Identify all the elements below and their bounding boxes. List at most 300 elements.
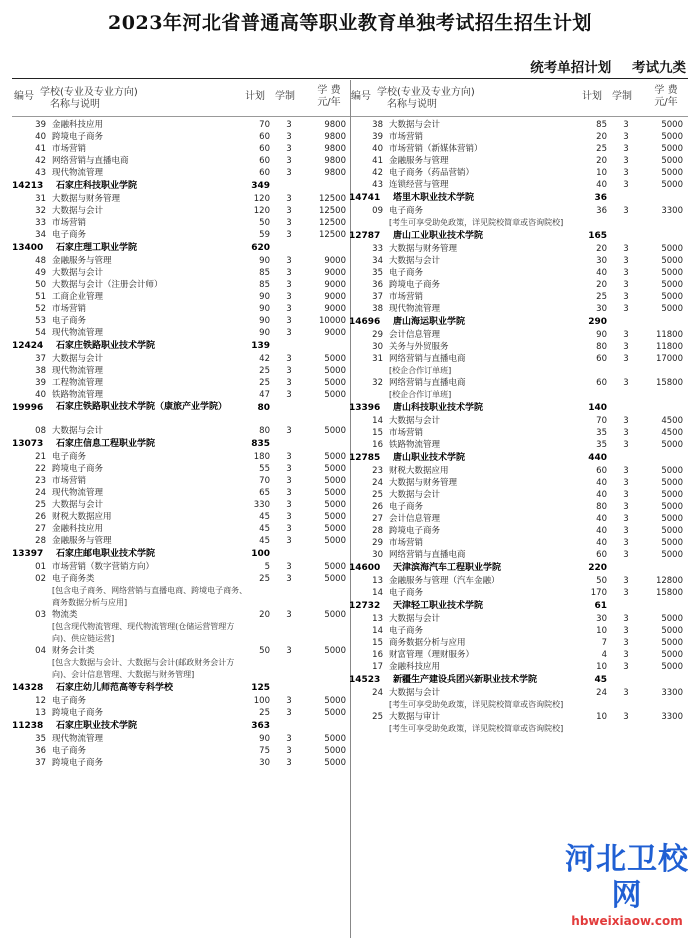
major-row	[349, 513, 690, 525]
major-row	[12, 535, 353, 547]
major-fee: 15800	[655, 588, 683, 598]
major-fee: 5000	[661, 538, 683, 548]
major-code: 25	[372, 490, 383, 500]
major-row	[12, 487, 353, 499]
major-row	[349, 687, 690, 711]
school-total: 45	[594, 675, 607, 685]
major-code: 39	[35, 378, 46, 388]
school-name: 石家庄理工职业学院	[56, 243, 138, 253]
major-years: 3	[623, 268, 629, 278]
major-plan: 45	[259, 524, 270, 534]
major-row	[349, 613, 690, 625]
school-name: 石家庄科技职业学院	[56, 181, 138, 191]
major-name: 大数据与财务管理	[389, 478, 458, 488]
major-fee: 9000	[324, 328, 346, 338]
major-years: 3	[623, 120, 629, 130]
major-code: 24	[35, 488, 46, 498]
header-fee	[306, 85, 352, 109]
major-years: 3	[286, 256, 292, 266]
major-fee: 5000	[324, 464, 346, 474]
major-plan: 59	[259, 230, 270, 240]
major-name: 大数据与会计	[389, 490, 441, 500]
major-name: 金融科技应用	[52, 524, 104, 534]
school-name: 石家庄信息工程职业学院	[56, 439, 156, 449]
major-code: 12	[35, 696, 46, 706]
major-row	[349, 205, 690, 229]
major-code: 25	[35, 500, 46, 510]
major-plan: 75	[259, 746, 270, 756]
major-plan: 20	[596, 280, 607, 290]
major-row	[349, 303, 690, 315]
major-code: 29	[372, 538, 383, 548]
major-fee: 5000	[324, 734, 346, 744]
major-code: 15	[372, 638, 383, 648]
right-column	[349, 80, 690, 735]
major-years: 3	[286, 758, 292, 768]
school-code: 13073	[12, 439, 44, 449]
major-years: 3	[286, 536, 292, 546]
major-plan: 30	[259, 758, 270, 768]
major-name: 市场营销	[52, 476, 87, 486]
major-plan: 25	[259, 378, 270, 388]
major-code: 27	[35, 524, 46, 534]
major-years: 3	[623, 662, 629, 672]
major-note: [包含大数据与会计、大数据与会计(邮政财务会计方向)、会计信息管理、大数据与财务管理]	[52, 658, 235, 679]
major-fee: 5000	[661, 144, 683, 154]
major-years: 3	[623, 688, 629, 698]
major-code: 32	[35, 206, 46, 216]
major-plan: 40	[596, 268, 607, 278]
major-name: 市场营销	[389, 538, 424, 548]
major-name: 市场营销	[52, 304, 87, 314]
major-code: 40	[35, 390, 46, 400]
major-years: 3	[286, 500, 292, 510]
major-plan: 70	[596, 416, 607, 426]
major-fee: 5000	[324, 746, 346, 756]
major-years: 3	[286, 230, 292, 240]
major-years: 3	[286, 354, 292, 364]
major-row	[12, 143, 353, 155]
school-code: 11238	[12, 721, 44, 731]
major-name: 电子商务	[52, 230, 87, 240]
school-total: 139	[251, 341, 270, 351]
school-name: 石家庄幼儿师范高等专科学校	[56, 683, 174, 693]
major-row	[12, 377, 353, 389]
header-years: 学制	[275, 91, 295, 102]
major-code: 24	[372, 478, 383, 488]
major-years: 3	[623, 354, 629, 364]
major-code: 26	[372, 502, 383, 512]
major-years: 3	[286, 734, 292, 744]
major-years: 3	[286, 562, 292, 572]
major-years: 3	[286, 512, 292, 522]
major-years: 3	[286, 574, 292, 584]
major-plan: 40	[596, 490, 607, 500]
major-row	[12, 389, 353, 401]
major-row	[12, 353, 353, 365]
major-plan: 120	[253, 194, 270, 204]
major-code: 50	[35, 280, 46, 290]
major-plan: 120	[253, 206, 270, 216]
school-row	[12, 681, 353, 695]
header-name-line2: 名称与说明	[50, 99, 100, 110]
major-plan: 25	[259, 708, 270, 718]
major-row	[349, 477, 690, 489]
major-code: 23	[35, 476, 46, 486]
left-rows	[12, 119, 353, 769]
major-plan: 40	[596, 526, 607, 536]
school-total: 620	[251, 243, 270, 253]
major-name: 市场营销	[52, 218, 87, 228]
major-code: 33	[35, 218, 46, 228]
school-code: 14328	[12, 683, 44, 693]
major-name: 电子商务	[52, 696, 87, 706]
major-code: 36	[372, 280, 383, 290]
school-row	[349, 401, 690, 415]
major-fee: 4500	[661, 416, 683, 426]
major-name: 大数据与会计	[389, 256, 441, 266]
header-name-line1: 学校(专业及专业方向)	[377, 87, 475, 98]
major-fee: 5000	[324, 378, 346, 388]
major-fee: 12500	[318, 218, 346, 228]
school-name: 石家庄铁路职业技术学院	[56, 341, 156, 351]
major-row	[12, 561, 353, 573]
school-row	[12, 401, 353, 425]
major-years: 3	[286, 168, 292, 178]
major-note: [包含电子商务、网络营销与直播电商、跨境电子商务、商务数据分析与应用]	[52, 586, 248, 607]
school-total: 290	[588, 317, 607, 327]
major-name: 金融科技应用	[389, 662, 441, 672]
major-code: 33	[372, 244, 383, 254]
major-fee: 5000	[324, 512, 346, 522]
major-code: 29	[372, 330, 383, 340]
major-years: 3	[286, 280, 292, 290]
major-code: 01	[35, 562, 46, 572]
major-code: 37	[35, 758, 46, 768]
school-row	[12, 437, 353, 451]
major-fee: 5000	[324, 452, 346, 462]
school-name: 唐山职业技术学院	[393, 453, 466, 463]
major-fee: 5000	[661, 156, 683, 166]
major-fee: 9000	[324, 280, 346, 290]
major-plan: 10	[596, 168, 607, 178]
major-code: 09	[372, 206, 383, 216]
major-fee: 5000	[661, 614, 683, 624]
major-row	[349, 179, 690, 191]
major-years: 3	[286, 390, 292, 400]
major-fee: 5000	[324, 426, 346, 436]
major-plan: 60	[259, 156, 270, 166]
major-years: 3	[286, 524, 292, 534]
major-fee: 5000	[661, 650, 683, 660]
major-fee: 5000	[661, 526, 683, 536]
major-name: 现代物流管理	[52, 366, 104, 376]
major-years: 3	[623, 576, 629, 586]
school-total: 165	[588, 231, 607, 241]
school-code: 14696	[349, 317, 381, 327]
major-code: 42	[372, 168, 383, 178]
major-row	[12, 119, 353, 131]
major-years: 3	[623, 440, 629, 450]
major-years: 3	[623, 156, 629, 166]
page-title: 2023年河北省普通高等职业教育单独考试招生招生计划	[108, 12, 592, 34]
major-code: 25	[372, 712, 383, 722]
major-code: 31	[372, 354, 383, 364]
major-years: 3	[623, 478, 629, 488]
major-years: 3	[286, 488, 292, 498]
major-years: 3	[623, 256, 629, 266]
major-years: 3	[623, 292, 629, 302]
major-fee: 5000	[661, 550, 683, 560]
major-name: 连锁经营与管理	[389, 180, 449, 190]
major-row	[349, 119, 690, 131]
major-row	[349, 243, 690, 255]
plan-type-label: 统考单招计划	[530, 60, 612, 76]
major-name: 电子商务	[389, 626, 424, 636]
major-row	[12, 315, 353, 327]
major-name: 电子商务	[389, 206, 424, 216]
major-code: 28	[35, 536, 46, 546]
major-name: 金融服务与管理	[52, 536, 112, 546]
major-years: 3	[623, 144, 629, 154]
major-name: 大数据与会计	[52, 354, 104, 364]
header-name	[377, 87, 475, 111]
major-row	[349, 465, 690, 477]
major-code: 16	[372, 650, 383, 660]
major-name: 大数据与会计	[389, 688, 441, 698]
major-plan: 70	[259, 476, 270, 486]
major-years: 3	[286, 696, 292, 706]
major-fee: 9000	[324, 304, 346, 314]
major-plan: 170	[590, 588, 607, 598]
major-years: 3	[623, 712, 629, 722]
major-name: 网络营销与直播电商	[389, 550, 466, 560]
major-row	[12, 229, 353, 241]
major-fee: 3300	[661, 206, 683, 216]
major-name: 物流类	[52, 610, 78, 620]
major-plan: 85	[259, 268, 270, 278]
major-row	[12, 131, 353, 143]
school-code: 13397	[12, 549, 44, 559]
major-plan: 80	[596, 342, 607, 352]
major-fee: 17000	[655, 354, 683, 364]
major-row	[349, 575, 690, 587]
major-row	[12, 303, 353, 315]
major-code: 08	[35, 426, 46, 436]
major-years: 3	[623, 638, 629, 648]
major-fee: 5000	[661, 626, 683, 636]
header-code: 编号	[351, 91, 371, 102]
major-code: 49	[35, 268, 46, 278]
top-rule	[12, 78, 688, 79]
major-row	[349, 501, 690, 513]
school-code: 13400	[12, 243, 44, 253]
major-row	[12, 205, 353, 217]
major-fee: 5000	[661, 662, 683, 672]
major-row	[12, 217, 353, 229]
major-plan: 60	[596, 378, 607, 388]
major-name: 财税大数据应用	[52, 512, 112, 522]
major-name: 跨境电子商务	[52, 758, 104, 768]
major-code: 26	[35, 512, 46, 522]
school-row	[12, 719, 353, 733]
major-years: 3	[286, 378, 292, 388]
major-note: [校企合作订单班]	[389, 366, 452, 375]
major-code: 38	[35, 366, 46, 376]
major-row	[349, 267, 690, 279]
site-watermark	[562, 842, 692, 928]
major-row	[349, 131, 690, 143]
major-plan: 35	[596, 440, 607, 450]
major-fee: 4500	[661, 428, 683, 438]
major-name: 现代物流管理	[52, 734, 104, 744]
school-name: 唐山工业职业技术学院	[393, 231, 484, 241]
major-years: 3	[286, 304, 292, 314]
major-code: 13	[372, 614, 383, 624]
major-plan: 180	[253, 452, 270, 462]
major-name: 现代物流管理	[52, 328, 104, 338]
major-code: 13	[372, 576, 383, 586]
major-name: 电子商务	[52, 746, 87, 756]
school-total: 36	[594, 193, 607, 203]
major-plan: 30	[596, 614, 607, 624]
major-row	[349, 329, 690, 341]
major-code: 40	[372, 144, 383, 154]
major-note: [考生可享受助免政策，详见院校简章或咨询院校]	[389, 724, 564, 733]
major-row	[12, 609, 353, 645]
major-row	[349, 427, 690, 439]
major-years: 3	[623, 132, 629, 142]
page-subtitle	[514, 56, 686, 76]
major-plan: 100	[253, 696, 270, 706]
major-plan: 50	[259, 218, 270, 228]
major-name: 跨境电子商务	[389, 526, 441, 536]
major-name: 电子商务	[389, 502, 424, 512]
major-plan: 20	[259, 610, 270, 620]
major-fee: 9000	[324, 256, 346, 266]
major-row	[349, 587, 690, 599]
major-row	[349, 711, 690, 735]
school-row	[12, 179, 353, 193]
major-name: 大数据与会计	[52, 268, 104, 278]
major-fee: 5000	[324, 696, 346, 706]
major-fee: 5000	[661, 244, 683, 254]
major-plan: 90	[259, 734, 270, 744]
school-name: 新疆生产建设兵团兴新职业技术学院	[393, 675, 538, 685]
major-row	[349, 255, 690, 267]
major-code: 30	[372, 342, 383, 352]
major-name: 金融服务与管理（汽车金融）	[389, 576, 500, 586]
major-plan: 30	[596, 256, 607, 266]
header-plan: 计划	[582, 91, 602, 102]
major-plan: 5	[264, 562, 270, 572]
major-row	[12, 707, 353, 719]
major-plan: 25	[596, 144, 607, 154]
major-code: 02	[35, 574, 46, 584]
school-name: 石家庄铁路职业技术学院（康旅产业学院）	[56, 402, 228, 412]
major-name: 金融服务与管理	[389, 156, 449, 166]
school-total: 363	[251, 721, 270, 731]
major-fee: 5000	[661, 304, 683, 314]
major-years: 3	[286, 646, 292, 656]
major-fee: 5000	[661, 280, 683, 290]
major-fee: 12500	[318, 230, 346, 240]
major-name: 市场营销	[389, 428, 424, 438]
major-name: 大数据与会计	[389, 416, 441, 426]
major-plan: 36	[596, 206, 607, 216]
major-years: 3	[623, 490, 629, 500]
major-years: 3	[623, 416, 629, 426]
major-row	[12, 291, 353, 303]
right-rows	[349, 119, 690, 735]
major-row	[349, 625, 690, 637]
major-row	[12, 365, 353, 377]
major-plan: 40	[596, 514, 607, 524]
major-plan: 40	[596, 538, 607, 548]
major-name: 大数据与财务管理	[389, 244, 458, 254]
major-fee: 5000	[324, 476, 346, 486]
major-years: 3	[623, 550, 629, 560]
major-row	[12, 695, 353, 707]
major-fee: 5000	[324, 562, 346, 572]
major-note: [考生可享受助免政策，详见院校简章或咨询院校]	[389, 218, 564, 227]
watermark-url: hbweixiaow.com	[571, 914, 683, 928]
school-row	[349, 451, 690, 465]
major-code: 13	[35, 708, 46, 718]
school-code: 14600	[349, 563, 381, 573]
major-plan: 10	[596, 662, 607, 672]
major-fee: 5000	[324, 646, 346, 656]
major-years: 3	[286, 292, 292, 302]
major-name: 商务数据分析与应用	[389, 638, 466, 648]
major-row	[349, 637, 690, 649]
major-code: 22	[35, 464, 46, 474]
major-code: 51	[35, 292, 46, 302]
major-fee: 5000	[661, 502, 683, 512]
school-code: 12424	[12, 341, 44, 351]
major-plan: 65	[259, 488, 270, 498]
major-fee: 11800	[655, 342, 683, 352]
major-fee: 5000	[661, 180, 683, 190]
major-years: 3	[286, 746, 292, 756]
major-years: 3	[286, 328, 292, 338]
major-name: 市场营销（新媒体营销）	[389, 144, 483, 154]
school-name: 天津轻工职业技术学院	[393, 601, 484, 611]
major-years: 3	[286, 464, 292, 474]
major-plan: 60	[259, 144, 270, 154]
school-total: 80	[257, 403, 270, 413]
major-name: 关务与外贸服务	[389, 342, 449, 352]
major-name: 网络营销与直播电商	[389, 354, 466, 364]
major-code: 27	[372, 514, 383, 524]
major-fee: 11800	[655, 330, 683, 340]
major-plan: 85	[596, 120, 607, 130]
major-row	[12, 255, 353, 267]
major-name: 铁路物流管理	[52, 390, 104, 400]
major-name: 会计信息管理	[389, 330, 441, 340]
table-header	[349, 80, 690, 119]
major-code: 17	[372, 662, 383, 672]
school-row	[349, 673, 690, 687]
major-row	[349, 489, 690, 501]
major-code: 04	[35, 646, 46, 656]
major-plan: 25	[259, 366, 270, 376]
major-years: 3	[623, 206, 629, 216]
major-years: 3	[286, 268, 292, 278]
major-code: 16	[372, 440, 383, 450]
major-code: 37	[372, 292, 383, 302]
major-plan: 47	[259, 390, 270, 400]
